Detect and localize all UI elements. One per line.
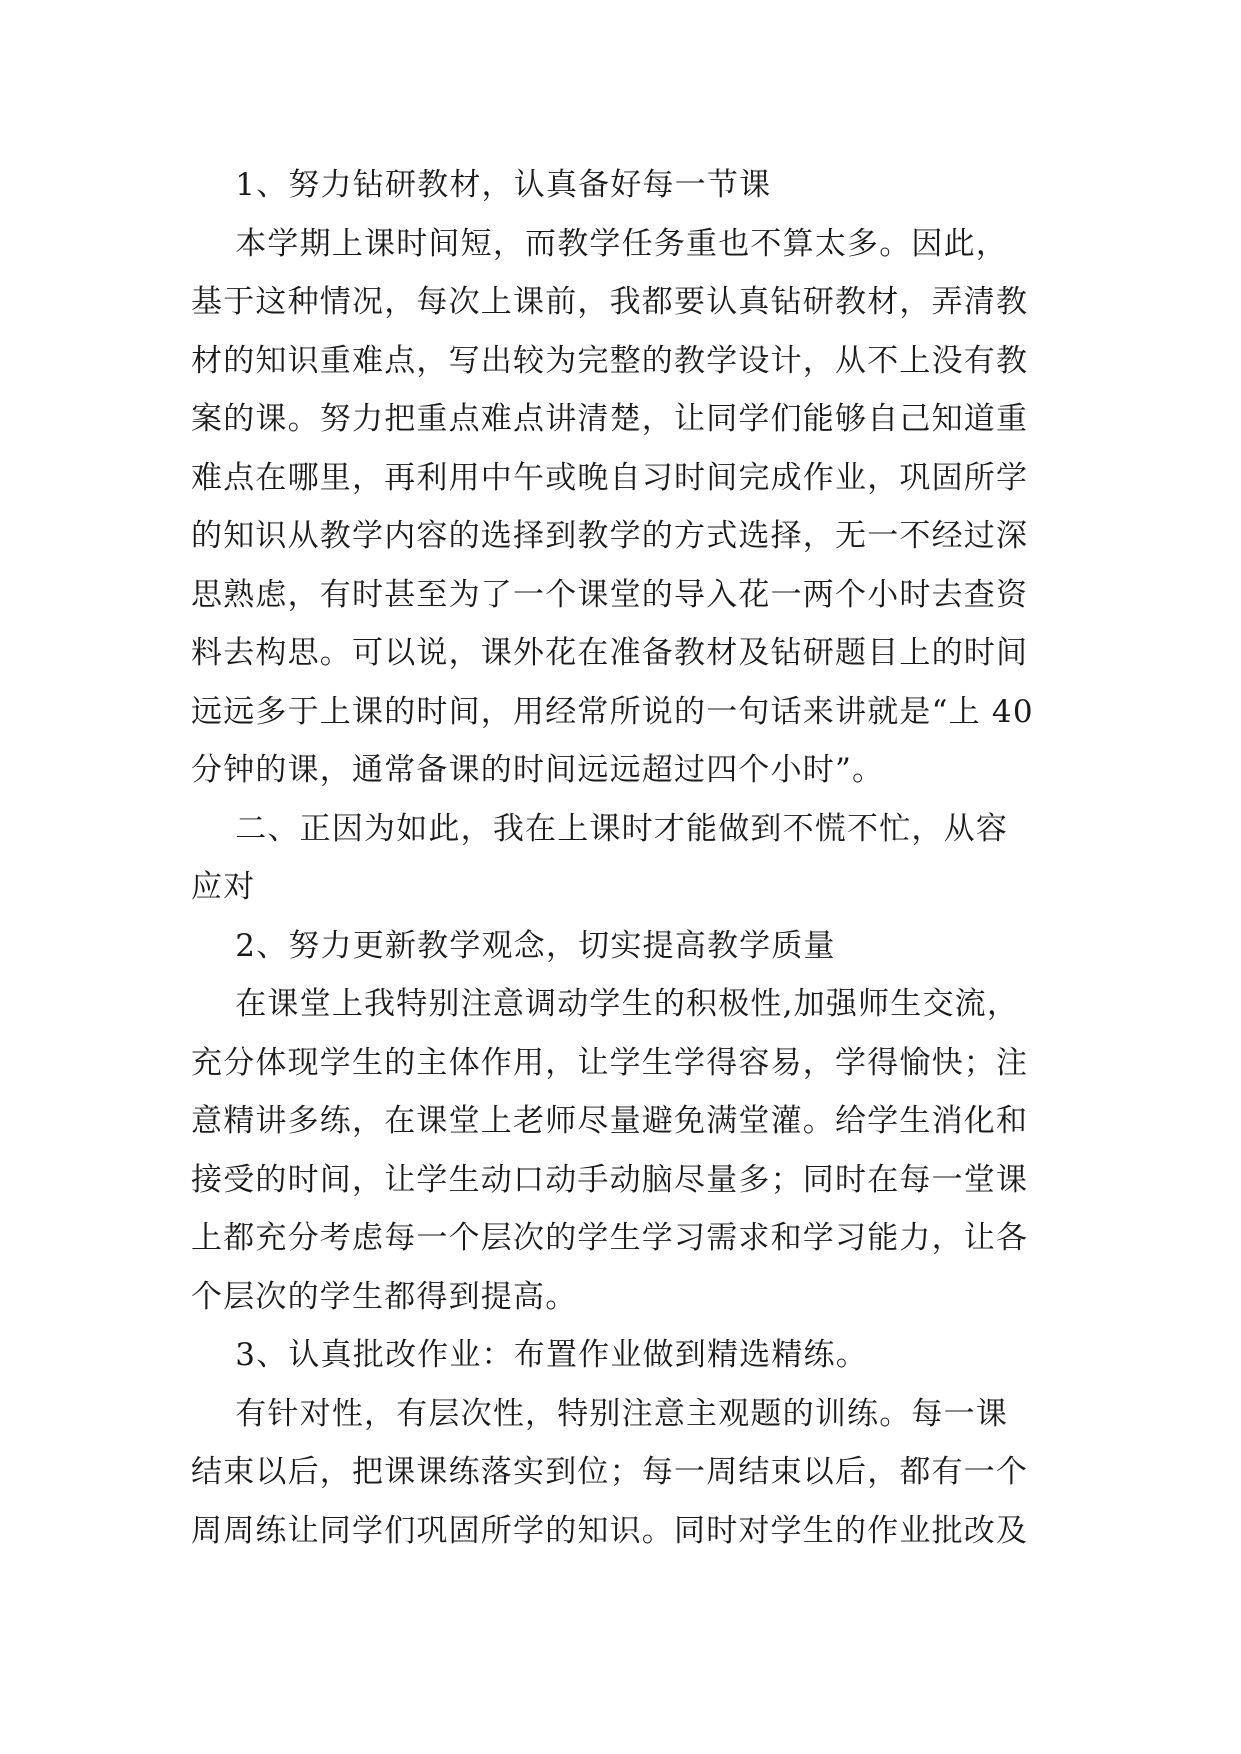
text-line-16: 充分体现学生的主体作用，让学生学得容易，学得愉快；注 <box>191 1044 1029 1081</box>
text-line-22: 有针对性，有层次性，特别注意主观题的训练。每一课 <box>191 1395 1009 1432</box>
text-line-09: 料去构思。可以说，课外花在准备教材及钻研题目上的时间 <box>191 635 1029 671</box>
text-line-14: 2、努力更新教学观念，切实提高教学质量 <box>191 927 836 964</box>
text-line-10: 远远多于上课的时间，用经常所说的一句话来讲就是“上 40 <box>191 693 1034 730</box>
text-line-18: 接受的时间，让学生动口动手动脑尽量多；同时在每一堂课 <box>191 1161 1029 1198</box>
text-line-05: 案的课。努力把重点难点讲清楚，让同学们能够自己知道重 <box>191 401 1029 437</box>
text-line-24: 周周练让同学们巩固所学的知识。同时对学生的作业批改及 <box>191 1512 1029 1549</box>
text-line-01: 1、努力钻研教材，认真备好每一节课 <box>191 167 772 203</box>
text-line-07: 的知识从教学内容的选择到教学的方式选择，无一不经过深 <box>191 518 1029 554</box>
document-body <box>191 156 1071 1560</box>
text-line-06: 难点在哪里，再利用中午或晚自习时间完成作业，巩固所学 <box>191 459 1029 496</box>
text-line-13: 应对 <box>191 869 256 905</box>
text-line-02: 本学期上课时间短，而教学任务重也不算太多。因此， <box>191 225 1009 262</box>
text-line-23: 结束以后，把课课练落实到位；每一周结束以后，都有一个 <box>191 1454 1029 1490</box>
text-line-12: 二、正因为如此，我在上课时才能做到不慌不忙，从容 <box>191 810 1009 847</box>
text-line-03: 基于这种情况，每次上课前，我都要认真钻研教材，弄清教 <box>191 284 1029 320</box>
text-line-21: 3、认真批改作业：布置作业做到精选精练。 <box>191 1337 868 1373</box>
text-line-11: 分钟的课，通常备课的时间远远超过四个小时”。 <box>191 752 885 788</box>
text-line-15: 在课堂上我特别注意调动学生的积极性,加强师生交流， <box>191 986 1020 1022</box>
text-line-04: 材的知识重难点，写出较为完整的教学设计，从不上没有教 <box>191 342 1029 379</box>
text-line-20: 个层次的学生都得到提高。 <box>191 1278 578 1315</box>
text-line-19: 上都充分考虑每一个层次的学生学习需求和学习能力，让各 <box>191 1220 1029 1256</box>
text-line-17: 意精讲多练，在课堂上老师尽量避免满堂灌。给学生消化和 <box>191 1103 1029 1139</box>
text-line-08: 思熟虑，有时甚至为了一个课堂的导入花一两个小时去查资 <box>191 576 1029 613</box>
